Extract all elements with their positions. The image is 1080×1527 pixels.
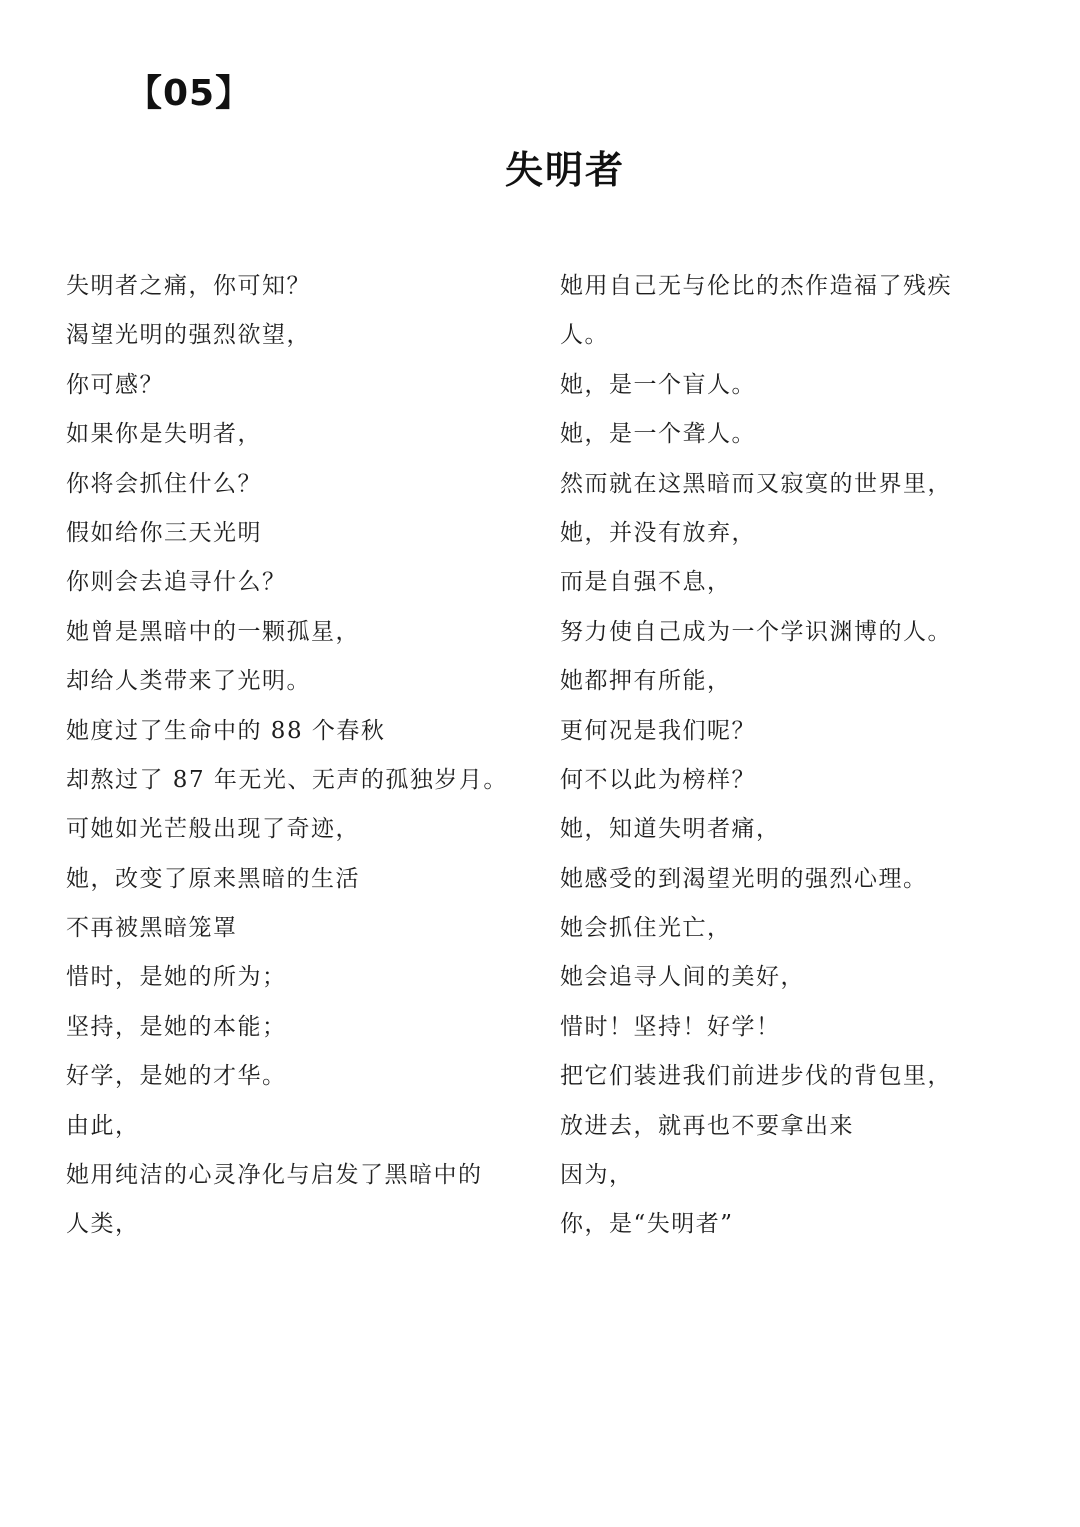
poem-line: 你可感？ xyxy=(66,371,164,398)
poem-column-right xyxy=(560,262,1020,1250)
poem-line: 她，知道失明者痛， xyxy=(560,816,781,843)
poem-line: 她用自己无与伦比的杰作造福了残疾 xyxy=(560,273,952,299)
poem-line: 你则会去追寻什么？ xyxy=(66,569,287,596)
poem-line: 她用纯洁的心灵净化与启发了黑暗中的 xyxy=(66,1162,483,1189)
poem-line: 可她如光芒般出现了奇迹， xyxy=(66,816,360,843)
poem-line: 她感受的到渴望光明的强烈心理。 xyxy=(560,865,928,892)
poem-line: 她，并没有放弃， xyxy=(560,519,756,546)
poem-line: 坚持，是她的本能； xyxy=(66,1013,287,1040)
poem-line: 她度过了生命中的 88 个春秋 xyxy=(66,717,386,744)
poem-line: 你，是“失明者” xyxy=(560,1211,734,1238)
poem-line: 人。 xyxy=(560,322,609,349)
poem-line: 她曾是黑暗中的一颗孤星， xyxy=(66,618,360,645)
poem-line: 然而就在这黑暗而又寂寞的世界里， xyxy=(560,470,952,497)
poem-number: 【05】 xyxy=(126,73,253,114)
poem-line: 你将会抓住什么？ xyxy=(66,470,262,497)
poem-line: 因为， xyxy=(560,1162,634,1189)
poem-line: 而是自强不息， xyxy=(560,569,732,596)
poem-line: 她会追寻人间的美好， xyxy=(560,964,805,991)
poem-line: 惜时！坚持！好学！ xyxy=(560,1013,781,1040)
poem-line: 假如给你三天光明 xyxy=(66,519,262,546)
poem-line: 不再被黑暗笼罩 xyxy=(66,915,238,942)
poem-line: 放进去，就再也不要拿出来 xyxy=(560,1112,854,1139)
poem-line: 她，是一个盲人。 xyxy=(560,371,756,398)
poem-line: 人类， xyxy=(66,1211,140,1238)
poem-line: 她都押有所能， xyxy=(560,668,732,695)
poem-line: 却给人类带来了光明。 xyxy=(66,668,311,695)
poem-line: 更何况是我们呢？ xyxy=(560,717,756,744)
poem-line: 渴望光明的强烈欲望， xyxy=(66,322,311,349)
poem-line: 她会抓住光亡， xyxy=(560,915,732,942)
poem-line: 却熬过了 87 年无光、无声的孤独岁月。 xyxy=(66,766,508,793)
poem-line: 把它们装进我们前进步伐的背包里， xyxy=(560,1063,952,1090)
poem-line: 惜时，是她的所为； xyxy=(66,964,287,991)
poem-line: 她，是一个聋人。 xyxy=(560,421,756,448)
poem-line: 如果你是失明者， xyxy=(66,421,262,448)
poem-column-left xyxy=(66,262,516,1250)
poem-line: 失明者之痛，你可知？ xyxy=(66,273,311,299)
poem-line: 由此， xyxy=(66,1112,140,1139)
poem-line: 努力使自己成为一个学识渊博的人。 xyxy=(560,618,952,645)
poem-title: 失明者 xyxy=(504,148,625,192)
poem-line: 好学，是她的才华。 xyxy=(66,1063,287,1090)
poem-line: 何不以此为榜样？ xyxy=(560,766,756,793)
poem-line: 她，改变了原来黑暗的生活 xyxy=(66,865,360,892)
